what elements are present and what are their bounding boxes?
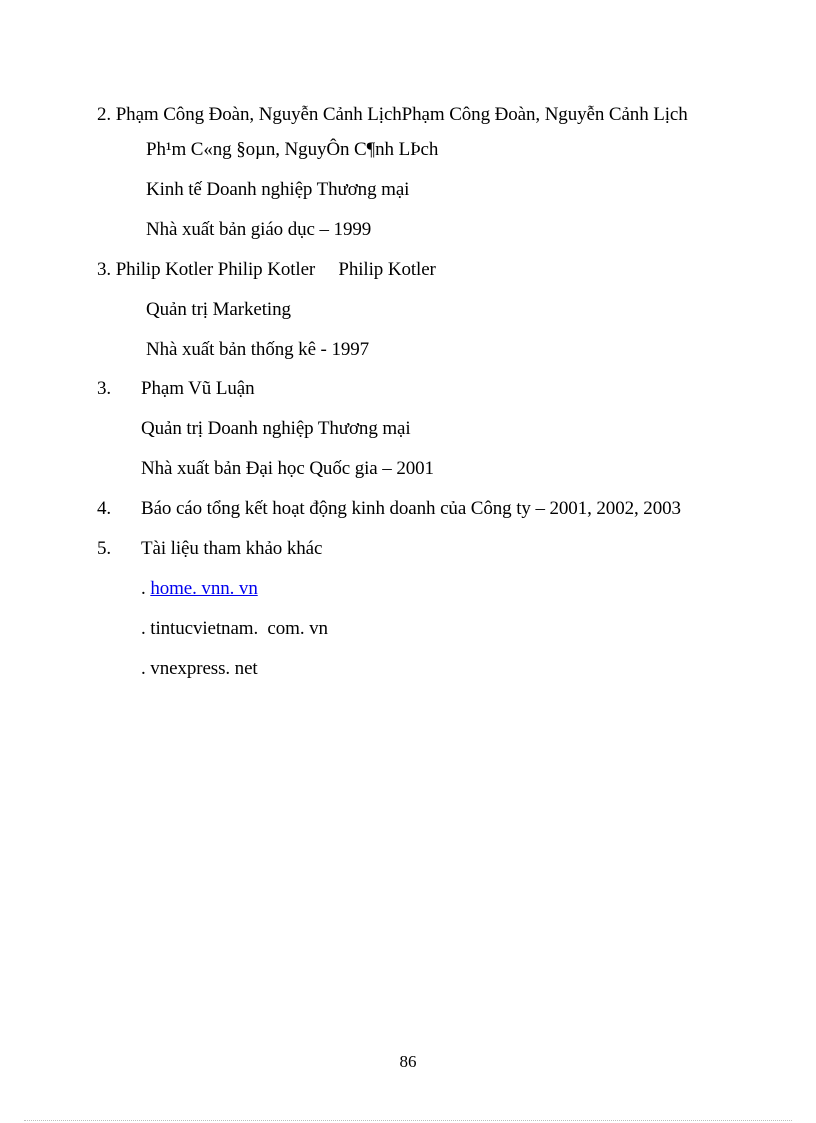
ref4-text: Báo cáo tổng kết hoạt động kinh doanh của Công ty – 2001, 2002, 2003 [141,498,681,519]
ref5-text: Tài liệu tham khảo khác [141,538,323,559]
ref5-number: 5. [97,538,112,559]
ref5-site2: . tintucvietnam. com. vn [141,618,328,639]
ref5-site3: . vnexpress. net [141,658,258,679]
page-number: 86 [399,1052,417,1071]
ref5-site1-link[interactable]: home. vnn. vn [150,578,258,599]
ref5-site1 [141,577,258,601]
ref3b-author: Phạm Vũ Luận [141,378,255,399]
ref3b-title: Quản trị Doanh nghiệp Thương mại [141,418,411,439]
ref3a-line1: 3. Philip Kotler Philip Kotler Philip Kotler [97,259,436,280]
ref4-number: 4. [97,498,112,519]
ref2-line1: 2. Phạm Công Đoàn, Nguyễn Cảnh LịchPhạm Công Đoàn, Nguyễn Cảnh Lịch [97,104,688,125]
ref3b-number: 3. [97,378,112,399]
page-bottom-divider [24,1120,792,1121]
ref2-garbled-author: Ph¹m C«ng §oµn, NguyÔn C¶nh LÞch [146,139,439,160]
ref3a-publisher: Nhà xuất bản thống kê - 1997 [146,339,370,360]
ref2-publisher: Nhà xuất bản giáo dục – 1999 [146,219,372,240]
ref3b-publisher: Nhà xuất bản Đại học Quốc gia – 2001 [141,458,434,479]
ref3a-title: Quản trị Marketing [146,299,291,320]
ref5-site1-prefix: . [141,578,151,599]
ref2-title: Kinh tế Doanh nghiệp Thương mại [146,179,410,200]
